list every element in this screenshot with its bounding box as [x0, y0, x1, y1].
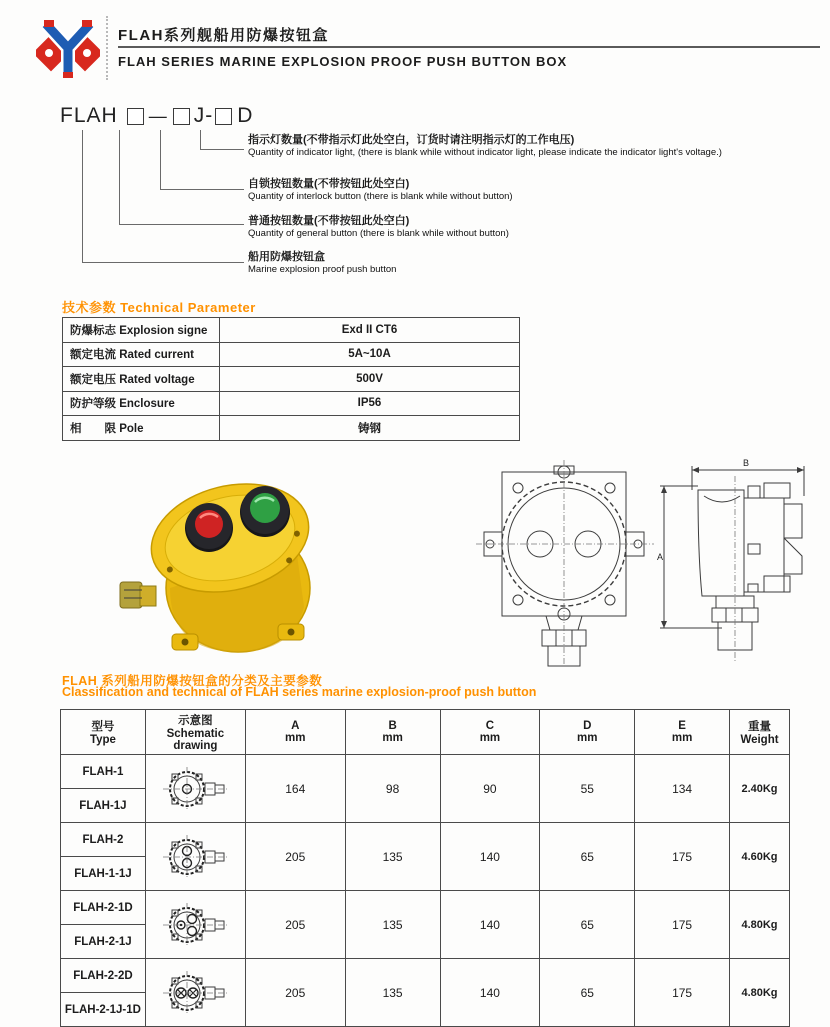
desc-en: Marine explosion proof push button — [248, 264, 397, 275]
table-row — [63, 367, 520, 392]
col-c: C mm — [440, 710, 540, 755]
col-d: D mm — [540, 710, 635, 755]
company-logo-icon — [36, 16, 100, 82]
code-desc-product — [248, 251, 808, 276]
table-row — [63, 318, 520, 343]
dim-c-cell: 90 — [440, 755, 540, 823]
type-cell: FLAH-2-1D — [61, 891, 146, 925]
param-label: 相 限 Pole — [63, 416, 220, 441]
weight-cell: 4.80Kg — [730, 891, 790, 959]
page-title-en: FLAH SERIES MARINE EXPLOSION PROOF PUSH BUTTON BOX — [118, 54, 568, 69]
code-desc-interlock-button — [248, 178, 808, 203]
dim-a-cell: 164 — [245, 755, 345, 823]
param-value: Exd II CT6 — [220, 318, 520, 343]
code-box-indicator-light — [215, 108, 232, 125]
model-code-prefix: FLAH — [60, 104, 118, 127]
param-label: 额定电流 Rated current — [63, 342, 220, 367]
col-type: 型号 Type — [61, 710, 146, 755]
param-label: 额定电压 Rated voltage — [63, 367, 220, 392]
dim-e-cell: 175 — [635, 891, 730, 959]
col-schematic: 示意图 Schematic drawing — [145, 710, 245, 755]
type-cell: FLAH-2 — [61, 823, 146, 857]
model-code-dash: — — [148, 105, 167, 126]
tech-params-table — [62, 317, 520, 441]
param-label: 防爆标志 Explosion signe — [63, 318, 220, 343]
schematic-flah-2-2d-icon — [145, 959, 245, 1027]
desc-en: Quantity of general button (there is blank while without button) — [248, 228, 509, 239]
svg-text:A: A — [657, 552, 664, 562]
dim-e-cell: 175 — [635, 959, 730, 1027]
table-row — [63, 391, 520, 416]
dim-b-cell: 135 — [345, 891, 440, 959]
code-desc-indicator-light — [248, 134, 808, 159]
connector-line — [200, 130, 201, 149]
dim-d-cell: 55 — [540, 755, 635, 823]
desc-cn: 指示灯数量(不带指示灯此处空白，订货时请注明指示灯的工作电压) — [248, 134, 575, 146]
param-value: 5A~10A — [220, 342, 520, 367]
param-value: IP56 — [220, 391, 520, 416]
table-row — [63, 416, 520, 441]
connector-line — [119, 130, 120, 224]
desc-cn: 普通按钮数量(不带按钮此处空白) — [248, 215, 410, 227]
col-b: B mm — [345, 710, 440, 755]
table-row — [61, 959, 790, 993]
weight-cell: 4.80Kg — [730, 959, 790, 1027]
code-desc-general-button — [248, 215, 808, 240]
schematic-flah-1-icon — [145, 755, 245, 823]
schematic-flah-2-1d-icon — [145, 891, 245, 959]
table-row — [61, 823, 790, 857]
product-photo — [110, 466, 345, 666]
svg-text:B: B — [742, 458, 750, 468]
table-header-row — [61, 710, 790, 755]
dim-d-cell: 65 — [540, 823, 635, 891]
connector-line — [82, 130, 83, 262]
model-code-j: J- — [193, 104, 214, 127]
dim-d-cell: 65 — [540, 959, 635, 1027]
type-cell: FLAH-1J — [61, 789, 146, 823]
table-row — [61, 891, 790, 925]
connector-line — [160, 189, 244, 190]
dim-c-cell: 140 — [440, 891, 540, 959]
model-code-d: D — [237, 104, 254, 127]
desc-en: Quantity of indicator light, (there is blank while without indicator light, please indicate the indicator light's voltage.) — [248, 147, 722, 158]
code-box-interlock-button — [173, 108, 190, 125]
dim-e-cell: 175 — [635, 823, 730, 891]
dim-a-cell: 205 — [245, 959, 345, 1027]
desc-cn: 自锁按钮数量(不带按钮此处空白) — [248, 178, 410, 190]
param-value: 500V — [220, 367, 520, 392]
table-row — [61, 755, 790, 789]
table-row — [63, 342, 520, 367]
dim-e-cell: 134 — [635, 755, 730, 823]
front-view-drawing — [476, 460, 654, 668]
classification-table — [60, 709, 790, 1027]
model-code-row — [60, 104, 253, 128]
dim-a-cell: 205 — [245, 891, 345, 959]
classification-heading-cn: FLAH 系列船用防爆按钮盒的分类及主要参数 — [62, 674, 323, 688]
type-cell: FLAH-2-2D — [61, 959, 146, 993]
code-box-general-button — [127, 108, 144, 125]
connector-line — [200, 149, 244, 150]
type-cell: FLAH-1 — [61, 755, 146, 789]
weight-cell: 4.60Kg — [730, 823, 790, 891]
tech-params-heading: 技术参数 Technical Parameter — [62, 300, 256, 315]
header-divider — [106, 16, 108, 80]
dim-d-cell: 65 — [540, 891, 635, 959]
type-cell: FLAH-1-1J — [61, 857, 146, 891]
dim-b-cell: 98 — [345, 755, 440, 823]
header-rule — [118, 46, 820, 48]
dim-b-cell: 135 — [345, 959, 440, 1027]
schematic-flah-2-icon — [145, 823, 245, 891]
connector-line — [160, 130, 161, 189]
dim-c-cell: 140 — [440, 959, 540, 1027]
connector-line — [82, 262, 244, 263]
col-weight: 重量 Weight — [730, 710, 790, 755]
desc-cn: 船用防爆按钮盒 — [248, 251, 325, 263]
col-a: A mm — [245, 710, 345, 755]
param-value: 铸钢 — [220, 416, 520, 441]
connector-line — [119, 224, 244, 225]
classification-heading-en: Classification and technical of FLAH series marine explosion-proof push button — [62, 685, 537, 699]
dim-b-cell: 135 — [345, 823, 440, 891]
col-e: E mm — [635, 710, 730, 755]
desc-en: Quantity of interlock button (there is blank while without button) — [248, 191, 513, 202]
side-view-drawing — [652, 456, 818, 666]
dim-c-cell: 140 — [440, 823, 540, 891]
type-cell: FLAH-2-1J — [61, 925, 146, 959]
type-cell: FLAH-2-1J-1D — [61, 993, 146, 1027]
dim-a-cell: 205 — [245, 823, 345, 891]
param-label: 防护等级 Enclosure — [63, 391, 220, 416]
page-title-cn: FLAH系列舰船用防爆按钮盒 — [118, 27, 329, 44]
weight-cell: 2.40Kg — [730, 755, 790, 823]
